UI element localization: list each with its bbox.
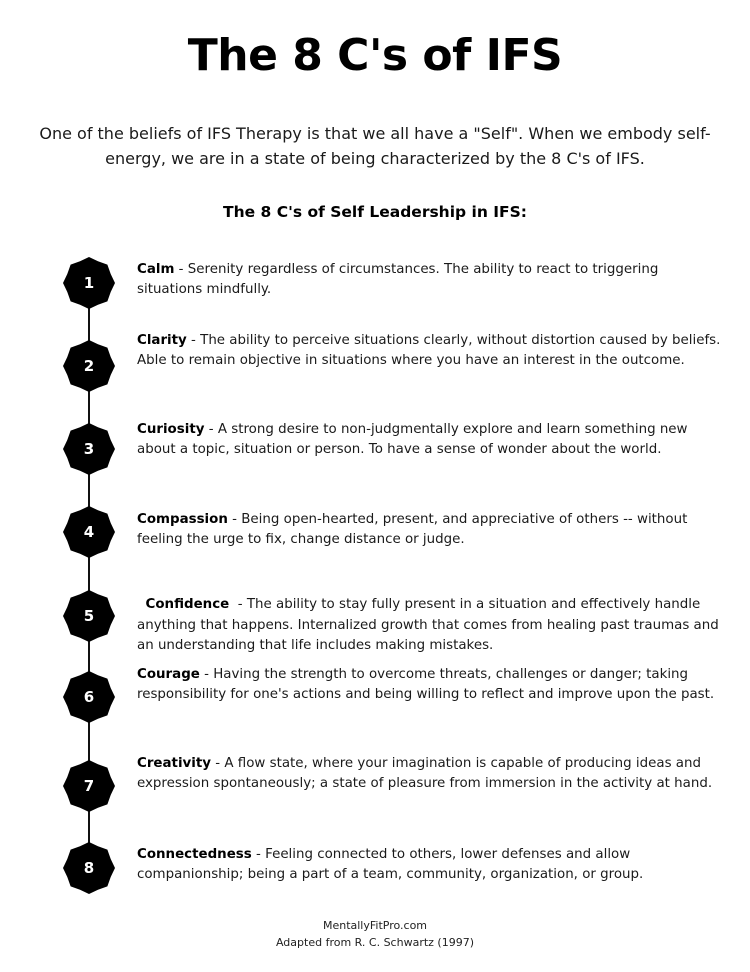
c-item-clarity [137,331,727,372]
number-badge [63,590,115,642]
c-term: Confidence [145,597,230,613]
badge-number: 1 [83,274,95,292]
badge-number: 8 [83,859,95,877]
c-separator: - [211,756,225,771]
c-description: Being open-hearted, present, and appreciative of others -- without feeling the urge to fix, change distance or judge. [137,512,688,548]
c-term: Connectedness [137,847,252,862]
c-item-connectedness [137,845,727,886]
c-term: Creativity [137,756,211,771]
section-subtitle: The 8 C's of Self Leadership in IFS: [223,203,527,221]
c-description: Serenity regardless of circumstances. The ability to react to triggering situations mindfully. [137,262,659,298]
number-badge [63,506,115,558]
c-item-calm [137,260,727,301]
c-term: Courage [137,667,200,682]
c-separator: - [251,847,266,862]
c-separator: - [186,333,201,348]
c-separator: - [174,262,188,277]
c-description: The ability to stay fully present in a situation and effectively handle anything that happens. Internalized growth that comes from healing past traumas and an understanding that life includes making mistakes. [137,597,724,653]
c-separator: - [229,597,247,613]
badge-number: 2 [83,357,95,375]
footer-site: MentallyFitPro.com [322,919,428,932]
c-description: The ability to perceive situations clearly, without distortion caused by beliefs. Able to remain objective in situations where you have an interest in the outcome. [137,333,721,369]
c-description: Having the strength to overcome threats, challenges or danger; taking responsibility for one's actions and being willing to reflect and improve upon the past. [137,667,715,703]
badge-number: 5 [83,607,95,625]
number-badge [63,423,115,475]
c-description: A flow state, where your imagination is capable of producing ideas and expression spontaneously; a state of pleasure from immersion in the activity at hand. [137,756,713,792]
number-badge [63,340,115,392]
badge-number: 3 [83,440,95,458]
c-description: Feeling connected to others, lower defenses and allow companionship; being a part of a team, community, organization, or group. [137,847,644,883]
c-item-compassion [137,510,727,551]
footer-credit: Adapted from R. C. Schwartz (1997) [275,936,475,949]
badge-number: 4 [83,523,95,541]
number-badge [63,671,115,723]
c-description: A strong desire to non-judgmentally explore and learn something new about a topic, situation or person. To have a sense of wonder about the world. [137,422,688,458]
c-item-curiosity [137,420,727,461]
badge-number: 6 [83,688,95,706]
c-separator: - [227,512,242,527]
intro-paragraph: One of the beliefs of IFS Therapy is that we all have a "Self". When we embody self-energy, we are in a state of being characterized by the 8 C's of IFS. [39,124,711,168]
c-item-confidence [137,575,727,656]
c-item-creativity [137,754,727,795]
page-title: The 8 C's of IFS [187,30,563,81]
c-separator: - [199,667,214,682]
number-badge [63,760,115,812]
c-item-courage [137,665,727,706]
number-badge [63,842,115,894]
badge-number: 7 [83,777,95,795]
c-term: Clarity [137,333,187,348]
c-term: Curiosity [137,422,205,437]
c-separator: - [204,422,218,437]
number-badge [63,257,115,309]
c-term: Calm [137,262,175,277]
c-term: Compassion [137,512,228,527]
